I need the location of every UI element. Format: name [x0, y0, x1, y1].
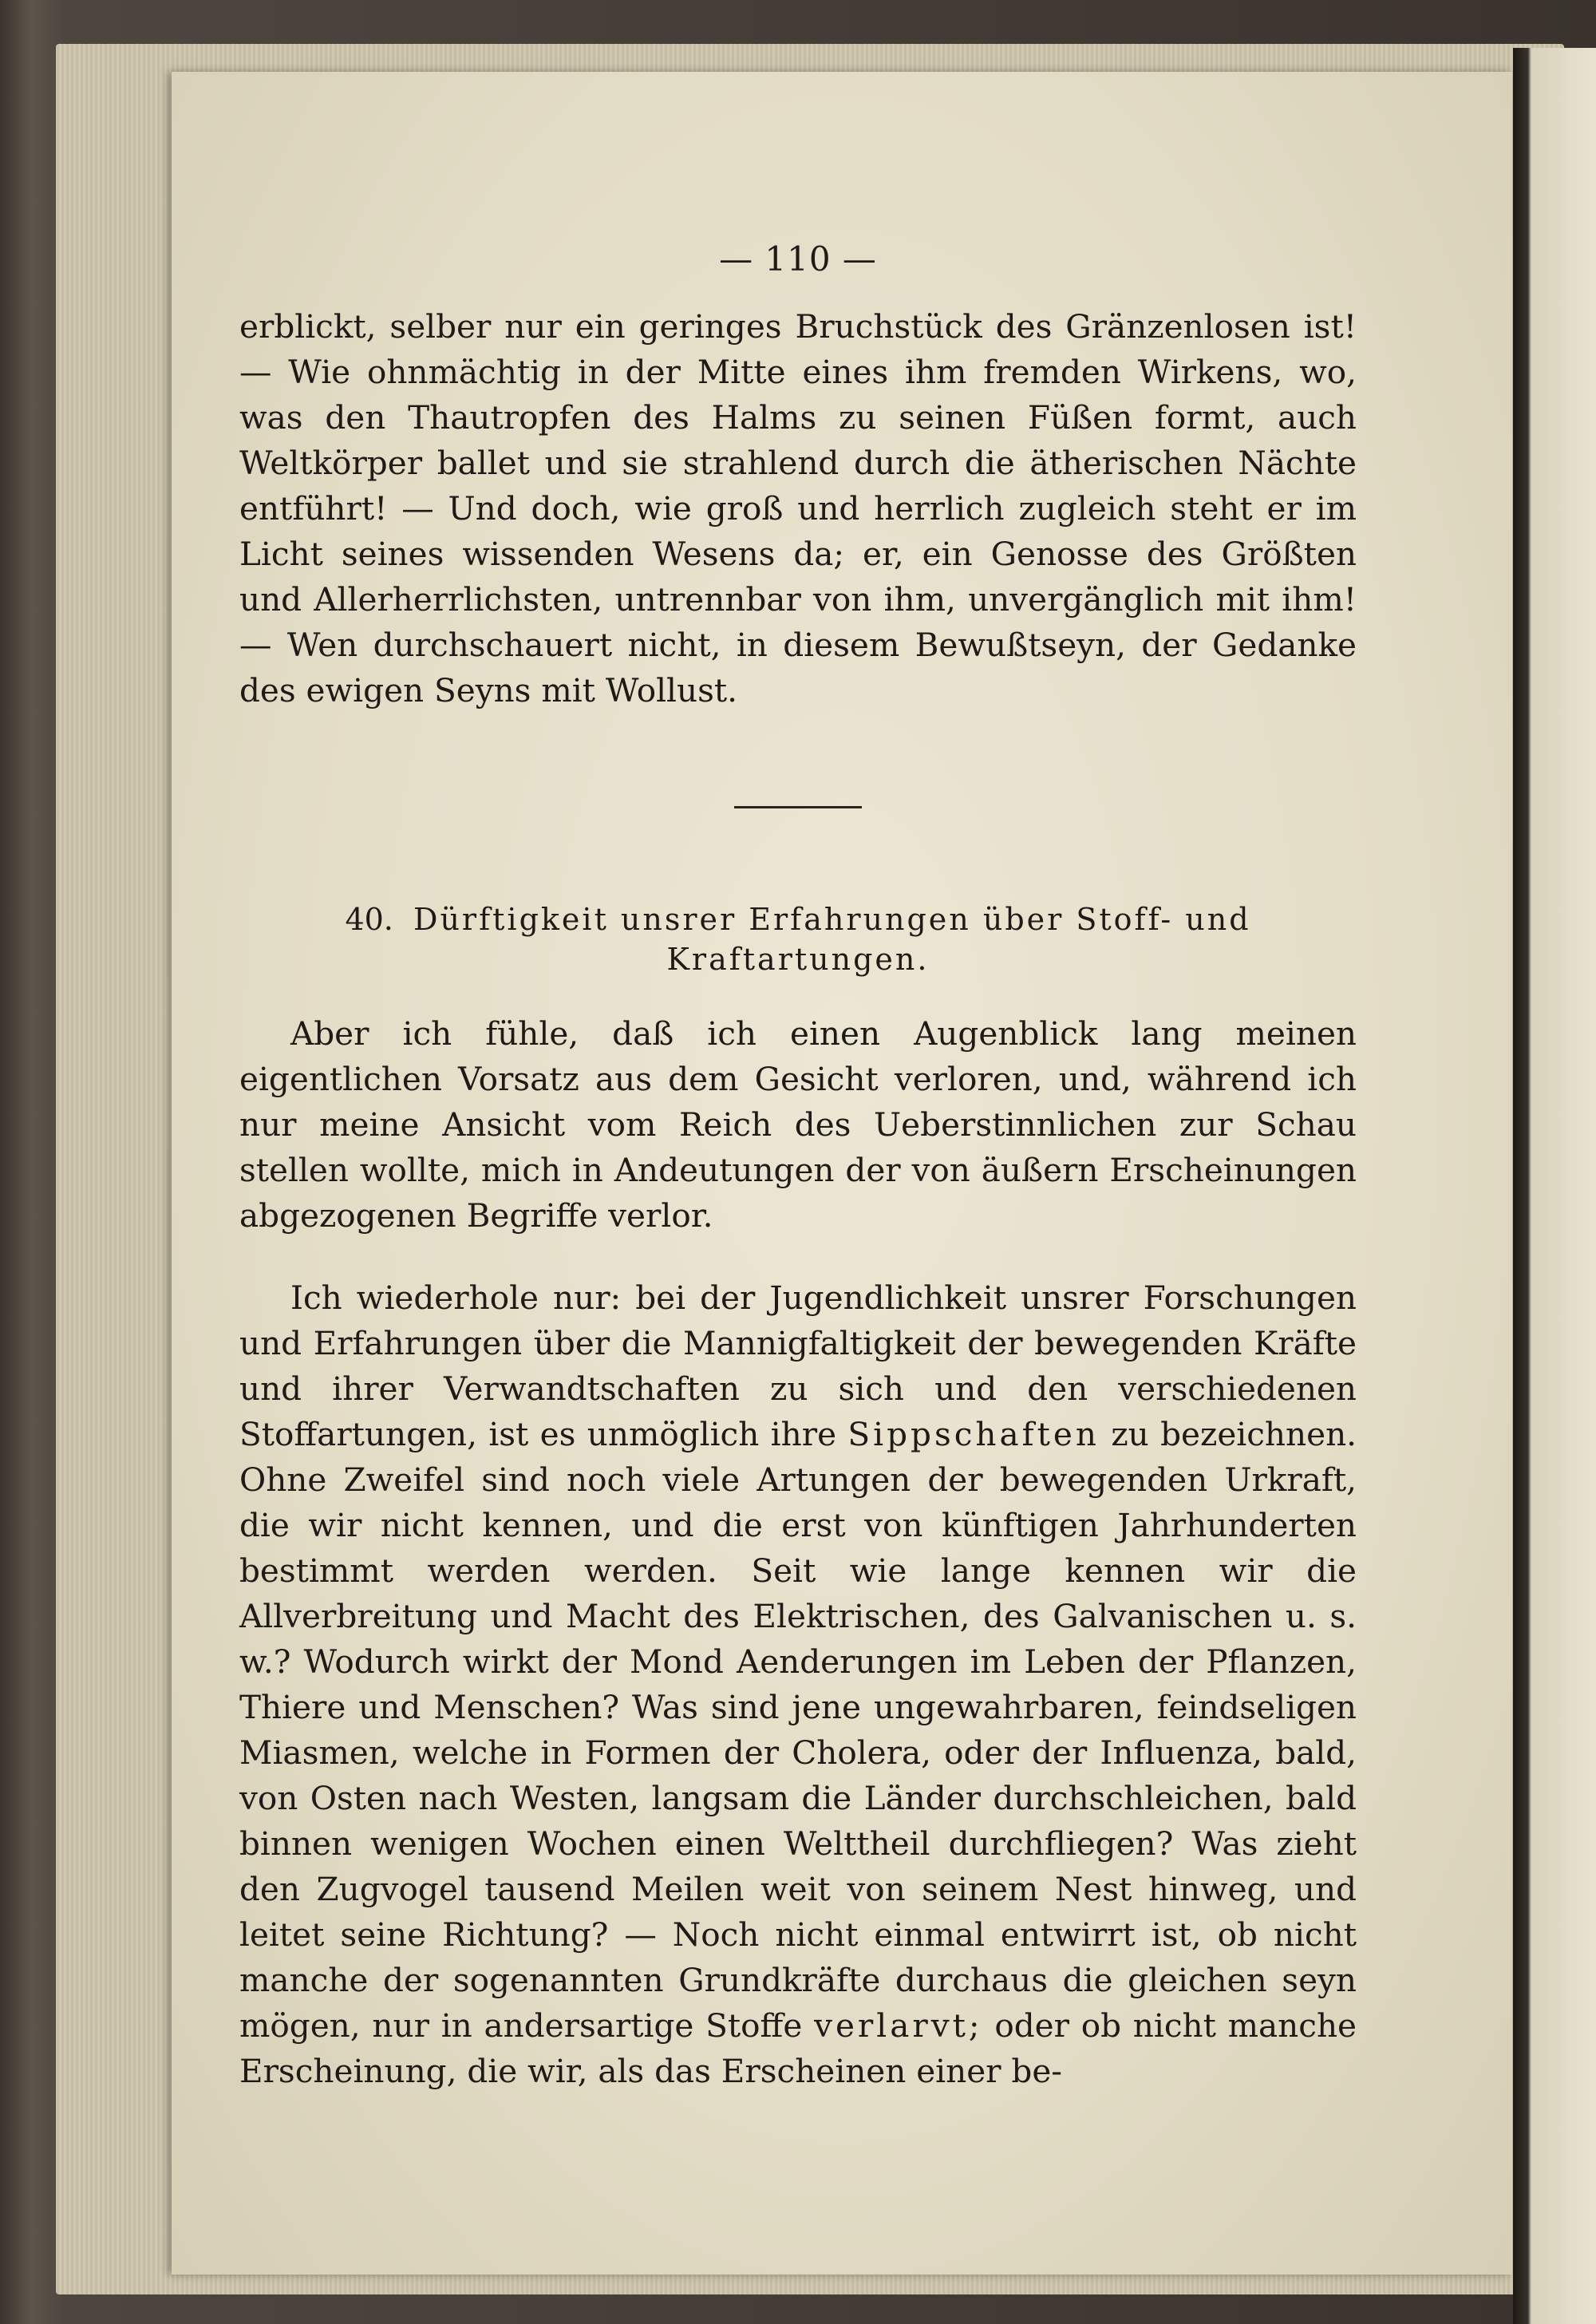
paragraph-text: zu bezeichnen. Ohne Zweifel sind noch viele Artungen der bewegenden Urkraft, die wir nicht kennen, und die erst von künftigen Jahrhunderten bestimmt werden werden. Seit wie lange kennen wir die Allverbreitung und Macht des Elektrischen, des Galvanischen u. s. w.? Wodurch wirkt der Mond Aenderungen im Leben der Pflanzen, Thiere und Menschen? Was sind jene ungewahrbaren, feindseligen Miasmen, welche in Formen der Cholera, oder der Influenza, bald, von Osten nach Westen, langsam die Länder durchschleichen, bald binnen wenigen Wochen einen Welttheil durchfliegen? Was zieht den Zugvogel tausend Meilen weit von seinem Nest hinweg, und leitet seine Richtung? — Noch nicht einmal entwirrt ist, ob nicht manche der sogenannten Grundkräfte durchaus die gleichen seyn mögen, nur in andersartige Stoffe: [239, 1415, 1357, 2045]
emphasized-word: verlarvt;: [814, 2006, 983, 2045]
paragraph-continued: erblickt, selber nur ein geringes Bruchstück des Gränzenlosen ist! — Wie ohnmächtig in der Mitte eines ihm fremden Wirkens, wo, was den Thautropfen des Halms zu seinen Füßen formt, auch Weltkörper ballet und sie strahlend durch die ätherischen Nächte entführt! — Und doch, wie groß und herrlich zugleich steht er im Licht seines wissenden Wesens da; er, ein Genosse des Größten und Allerherrlichsten, untrennbar von ihm, unvergänglich mit ihm! — Wen durchschauert nicht, in diesem Bewußtseyn, der Gedanke des ewigen Seyns mit Wollust.: [239, 307, 1357, 709]
page-content: [239, 239, 1357, 2094]
paragraph: Aber ich fühle, daß ich einen Augenblick lang meinen eigentlichen Vorsatz aus dem Gesicht verloren, und, während ich nur meine Ansicht vom Reich des Ueberstinnlichen zur Schau stellen wollte, mich in Andeutungen der von äußern Erscheinungen abgezogenen Begriffe verlor.: [239, 1014, 1357, 1235]
paragraph-text: Ich wiederhole nur: bei der Jugendlichkeit unsrer Forschungen und Erfahrungen über die Mannigfaltigkeit der bewegenden Kräfte und ihrer Verwandtschaften zu sich und den verschiedenen Stoffartungen, ist es unmöglich ihre: [239, 1279, 1357, 1453]
section-heading: [239, 899, 1357, 979]
section-number: 40.: [345, 902, 393, 937]
paragraph-text: oder ob nicht manche Erscheinung, die wir, als das Erscheinen einer be-: [239, 2006, 1357, 2090]
paragraph: [239, 1275, 1357, 2094]
page-number: — 110 —: [719, 239, 877, 279]
facing-page-edge: [1513, 48, 1596, 2324]
section-divider: [734, 806, 862, 808]
emphasized-word: Sippschaften: [847, 1415, 1100, 1453]
paragraph-gap: [239, 1239, 1357, 1275]
section-title: Dürftigkeit unsrer Erfahrungen über Stoff- und Kraftartungen.: [413, 902, 1251, 977]
